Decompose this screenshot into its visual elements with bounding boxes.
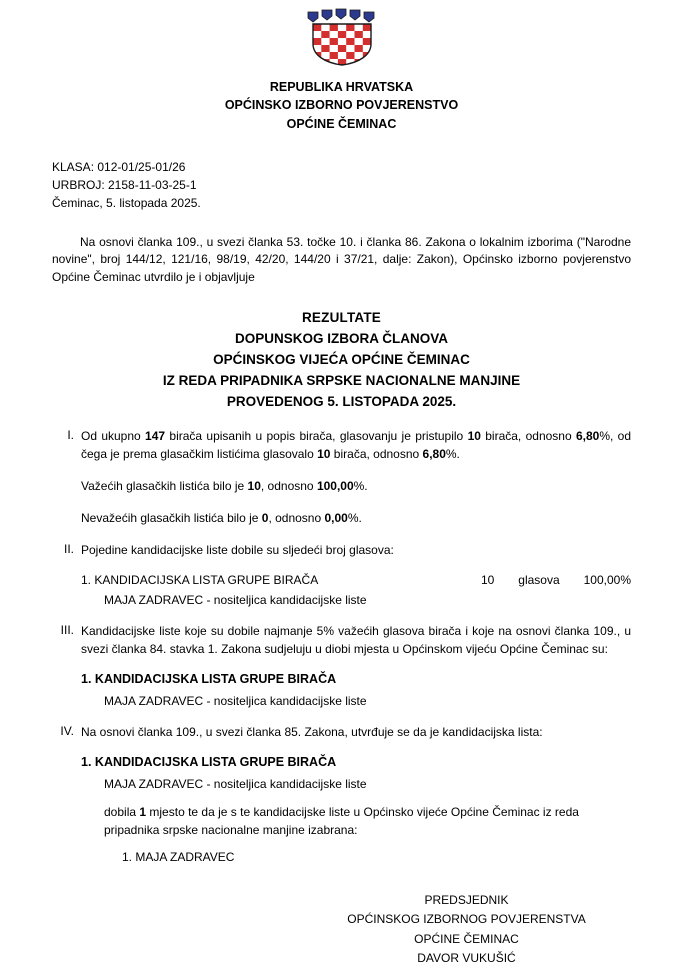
section-three-text: Kandidacijske liste koje su dobile najmanje 5% važećih glasova birača i koje na osnovi članka 109., u svezi članka 84. stavka 1. Zakona sudjeluju u diobi mjesta u Općinskom vijeću Općine Čeminac su: (81, 623, 631, 656)
invalid-pre: Nevažećih glasačkih listića bilo je (81, 510, 262, 525)
valid-mid: , odnosno (260, 478, 317, 493)
document-body (52, 427, 631, 866)
s4-list-rank: 1. (81, 754, 92, 769)
meta-place-date: Čeminac, 5. listopada 2025. (52, 195, 201, 210)
title-line-3: OPĆINSKOG VIJEĆA OPĆINE ČEMINAC (213, 351, 470, 367)
invalid-post: %. (347, 510, 362, 525)
invalid-mid: , odnosno (268, 510, 325, 525)
s4-seats: 1 (139, 805, 147, 820)
valid-count: 10 (247, 478, 261, 493)
meta-urbroj: URBROJ: 2158-11-03-25-1 (52, 177, 197, 192)
section-three-numeral: III. (60, 622, 74, 637)
section-four-list (81, 754, 631, 771)
seats-text (104, 803, 631, 839)
title-line-2: DOPUNSKOG IZBORA ČLANOVA (234, 330, 448, 346)
result-list-title: KANDIDACIJSKA LISTA GRUPE BIRAČA (94, 572, 319, 587)
intro-paragraph (52, 234, 631, 286)
intro-text: Na osnovi članka 109., u svezi članka 53. točke 10. i članka 86. Zakona o lokalnim izborima ("Narodne novine", broj 144/12, 121/16, 98/19, 42/20, 144/20 i 37/21, dalje: Zakon), Općinsko izborno povjerenstvo Općine Čeminac utvrdilo je i objavljuje (52, 234, 631, 284)
s3-list-holder: MAJA ZADRAVEC - nositeljica kandidacijske liste (104, 693, 367, 708)
header-line-municipality: OPĆINE ČEMINAC (286, 117, 397, 132)
result-votes-count: 10 (481, 572, 495, 587)
s3-list-rank: 1. (81, 671, 92, 686)
elected-member: 1. MAJA ZADRAVEC (122, 850, 235, 865)
result-list-row (81, 572, 631, 588)
section-one-text (81, 427, 631, 463)
valid-pct: 100,00 (316, 478, 354, 493)
section-four-text: Na osnovi članka 109., u svezi članka 85. Zakona, utvrđuje se da je kandidacijska lista: (81, 724, 543, 739)
s1-part4: %, od čega je prema glasačkim listićima glasovalo (81, 428, 632, 461)
s4-list-name: KANDIDACIJSKA LISTA GRUPE BIRAČA (94, 754, 337, 769)
invalid-count: 0 (261, 510, 269, 525)
document-title (0, 308, 683, 413)
header-line-republic: REPUBLIKA HRVATSKA (269, 79, 414, 94)
s1-ballots-count: 10 (317, 446, 331, 461)
section-three (52, 622, 631, 658)
signature-name: DAVOR VUKUŠIĆ (417, 950, 516, 965)
signature-committee: OPĆINSKOG IZBORNOG POVJERENSTVA (347, 912, 586, 927)
section-three-list (81, 671, 631, 688)
section-two-numeral: II. (63, 541, 74, 556)
croatian-coat-of-arms-icon (302, 8, 382, 66)
s1-part3: birača, odnosno (480, 428, 576, 443)
s1-turnout-pct: 6,80 (575, 428, 600, 443)
signature-municipality: OPĆINE ČEMINAC (414, 931, 519, 946)
s1-part1: Od ukupno (81, 428, 146, 443)
s1-part5: birača, odnosno (330, 446, 423, 461)
result-list-name (81, 572, 481, 588)
section-four (52, 723, 631, 741)
title-line-1: REZULTATE (301, 309, 382, 325)
section-one-numeral: I. (67, 427, 74, 442)
section-two (52, 541, 631, 559)
section-two-text: Pojedine kandidacijske liste dobile su sljedeći broj glasova: (81, 542, 394, 557)
s4-list-holder: MAJA ZADRAVEC - nositeljica kandidacijske liste (104, 776, 367, 791)
invalid-pct: 0,00 (324, 510, 348, 525)
header-line-committee: OPĆINSKO IZBORNO POVJERENSTVO (224, 98, 459, 113)
result-list-holder: MAJA ZADRAVEC - nositeljica kandidacijske liste (104, 592, 367, 607)
result-votes-pct: 100,00% (583, 572, 631, 587)
signature-role: PREDSJEDNIK (424, 893, 509, 908)
s1-part2: birača upisanih u popis birača, glasovanju je pristupilo (165, 428, 468, 443)
s3-list-name: KANDIDACIJSKA LISTA GRUPE BIRAČA (94, 671, 337, 686)
meta-klasa: KLASA: 012-01/25-01/26 (52, 159, 186, 174)
result-list-votes (481, 572, 631, 588)
s4-body-pre: dobila (104, 805, 140, 820)
title-line-4: IZ REDA PRIPADNIKA SRPSKE NACIONALNE MANJINE (162, 372, 521, 388)
valid-pre: Važećih glasačkih listića bilo je (81, 478, 248, 493)
document-header (0, 78, 683, 134)
s1-turnout-count: 10 (467, 428, 481, 443)
document-meta (52, 158, 683, 212)
s4-body-post: mjesto te da je s te kandidacijske liste u Općinsko vijeće Općine Čeminac iz reda pripadnika srpske nacionalne manjine izabrana: (104, 805, 579, 838)
invalid-ballots-line (81, 509, 631, 527)
result-list-rank: 1. (81, 572, 92, 587)
signature-block (0, 891, 683, 968)
result-votes-word: glasova (518, 572, 560, 587)
section-one (52, 427, 631, 463)
s1-total-voters: 147 (145, 428, 166, 443)
coat-of-arms-container (0, 0, 683, 72)
valid-post: %. (353, 478, 368, 493)
s1-ballots-pct: 6,80 (422, 446, 446, 461)
section-four-numeral: IV. (60, 723, 74, 738)
valid-ballots-line (81, 477, 631, 495)
title-line-5: PROVEDENOG 5. LISTOPADA 2025. (226, 393, 457, 409)
s1-part6: %. (445, 446, 460, 461)
